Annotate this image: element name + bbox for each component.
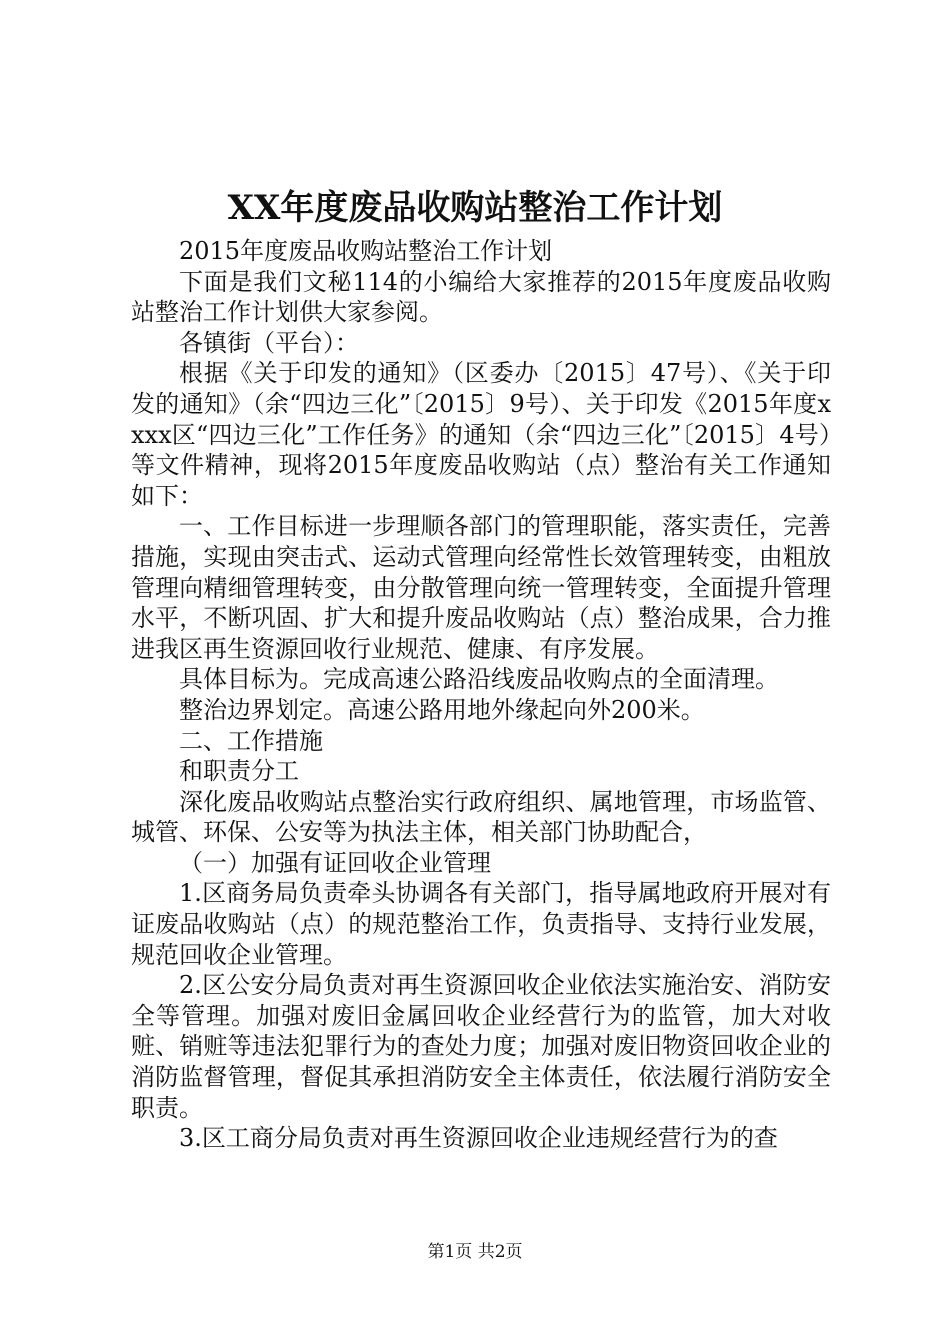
heading-section-1: （一）加强有证回收企业管理 [179, 848, 491, 877]
paragraph-item-1: 1.区商务局负责牵头协调各有关部门，指导属地政府开展对有证废品收购站（点）的规范整治工作，负责指导、支持行业发展，规范回收企业管理。 [131, 879, 831, 969]
paragraph-goal: 一、工作目标进一步理顺各部门的管理职能，落实责任，完善措施，实现由突击式、运动式管理向经常性长效管理转变，由粗放管理向精细管理转变，由分散管理向统一管理转变，全面提升管理水平，不断巩固、扩大和提升废品收购站（点）整治成果，合力推进我区再生资源回收行业规范、健康、有序发展。 [131, 512, 831, 663]
heading-measures: 二、工作措施 [179, 726, 323, 755]
paragraph-salutation: 各镇街（平台）： [179, 328, 359, 357]
paragraph-item-2: 2.区公安分局负责对再生资源回收企业依法实施治安、消防安全等管理。加强对废旧金属回收企业经营行为的监管，加大对收赃、销赃等违法犯罪行为的查处力度；加强对废旧物资回收企业的消防监督管理，督促其承担消防安全主体责任，依法履行消防安全职责。 [131, 971, 831, 1122]
heading-division: 和职责分工 [179, 757, 299, 786]
paragraph-item-3: 3.区工商分局负责对再生资源回收企业违规经营行为的查 [179, 1124, 778, 1153]
paragraph-basis: 根据《关于印发的通知》（区委办〔2015〕47号）、《关于印发的通知》（余“四边三化”〔2015〕9号）、关于印发《2015年度xxxx区“四边三化”工作任务》的通知（余“四边三化”〔2015〕4号）等文件精神，现将2015年度废品收购站（点）整治有关工作通知如下： [131, 359, 831, 510]
paragraph-subtitle: 2015年度废品收购站整治工作计划 [179, 237, 553, 265]
page-footer: 第1页 共2页 [427, 1242, 523, 1262]
paragraph-deepen: 深化废品收购站点整治实行政府组织、属地管理，市场监管、城管、环保、公安等为执法主体，相关部门协助配合， [131, 787, 831, 847]
paragraph-specific-goal: 具体目标为。完成高速公路沿线废品收购点的全面清理。 [179, 665, 779, 694]
document-body [131, 236, 831, 1154]
document-title: XX年度废品收购站整治工作计划 [227, 188, 723, 228]
paragraph-intro: 下面是我们文秘114的小编给大家推荐的2015年度废品收购站整治工作计划供大家参阅。 [131, 267, 831, 327]
paragraph-boundary: 整治边界划定。高速公路用地外缘起向外200米。 [179, 695, 705, 724]
